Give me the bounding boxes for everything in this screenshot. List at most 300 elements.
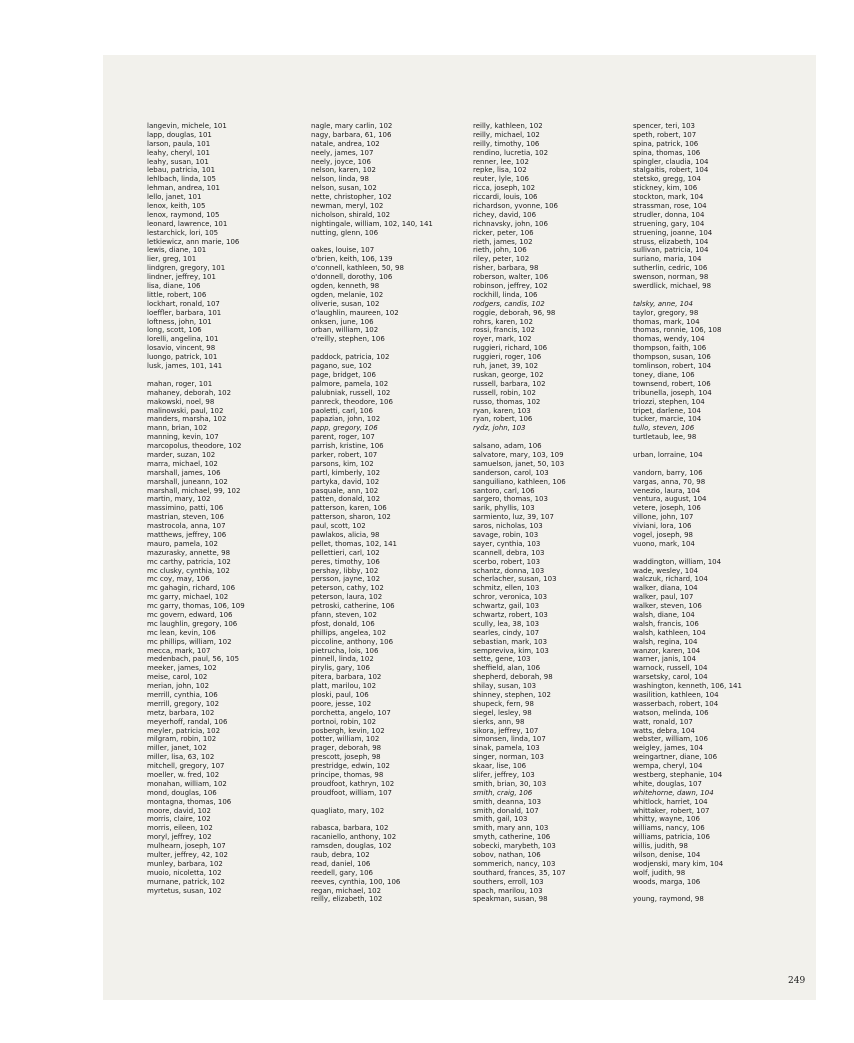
index-entry: morris, eileen, 102 bbox=[147, 824, 213, 833]
index-entry: sarmiento, luz, 39, 107 bbox=[473, 513, 554, 522]
index-entry: smith, mary ann, 103 bbox=[473, 824, 549, 833]
index-entry: smith, craig, 106 bbox=[473, 788, 533, 797]
index-entry: luongo, patrick, 101 bbox=[147, 353, 218, 362]
index-entry: southers, erroll, 103 bbox=[473, 877, 544, 886]
index-entry: orban, william, 102 bbox=[311, 326, 379, 335]
index-column-3 bbox=[473, 122, 566, 904]
index-entry: pfann, steven, 102 bbox=[311, 610, 377, 619]
index-entry: vogel, joseph, 98 bbox=[633, 530, 693, 539]
index-entry: lier, greg, 101 bbox=[147, 255, 197, 264]
index-entry: lehman, andrea, 101 bbox=[147, 184, 220, 193]
index-entry: young, raymond, 98 bbox=[633, 895, 704, 904]
letter-gap bbox=[311, 238, 433, 247]
index-entry: ventura, august, 104 bbox=[633, 495, 707, 504]
index-entry: rendino, lucretia, 102 bbox=[473, 148, 549, 157]
index-entry: newman, meryl, 102 bbox=[311, 202, 384, 211]
index-entry: nutting, glenn, 106 bbox=[311, 228, 379, 237]
index-entry: parsons, kim, 102 bbox=[311, 459, 374, 468]
index-entry: weingartner, diane, 106 bbox=[633, 753, 718, 762]
index-entry: onksen, june, 106 bbox=[311, 317, 374, 326]
index-entry: tomlinson, robert, 104 bbox=[633, 362, 712, 371]
index-entry: pagano, sue, 102 bbox=[311, 362, 372, 371]
index-entry: sarik, phyllis, 103 bbox=[473, 504, 535, 513]
index-entry: mulhearn, joseph, 107 bbox=[147, 842, 226, 851]
index-entry: nelson, linda, 98 bbox=[311, 175, 369, 184]
index-entry: warnock, russell, 104 bbox=[633, 664, 708, 673]
index-entry: schmitz, ellen, 103 bbox=[473, 584, 540, 593]
index-entry: lockhart, ronald, 107 bbox=[147, 299, 220, 308]
index-entry: mc laughlin, gregory, 106 bbox=[147, 619, 238, 628]
index-entry: sayer, cynthia, 103 bbox=[473, 539, 541, 548]
index-entry: vargas, anna, 70, 98 bbox=[633, 477, 706, 486]
index-entry: white, douglas, 107 bbox=[633, 779, 702, 788]
letter-gap bbox=[633, 460, 742, 469]
index-entry: lindgren, gregory, 101 bbox=[147, 264, 226, 273]
index-entry: walker, steven, 106 bbox=[633, 602, 702, 611]
index-entry: roggie, deborah, 96, 98 bbox=[473, 308, 556, 317]
index-entry: sikora, jeffrey, 107 bbox=[473, 726, 539, 735]
index-entry: sobecki, marybeth, 103 bbox=[473, 842, 556, 851]
index-entry: meyler, patricia, 102 bbox=[147, 726, 221, 735]
index-entry: sanderson, carol, 103 bbox=[473, 468, 549, 477]
index-entry: marshall, james, 106 bbox=[147, 468, 221, 477]
index-entry: persson, jayne, 102 bbox=[311, 575, 381, 584]
index-entry: willis, judith, 98 bbox=[633, 842, 688, 851]
index-entry: sommerich, nancy, 103 bbox=[473, 859, 556, 868]
index-entry: watts, debra, 104 bbox=[633, 726, 695, 735]
index-entry: pawlakos, alicia, 98 bbox=[311, 530, 380, 539]
index-entry: palmore, pamela, 102 bbox=[311, 379, 389, 388]
index-entry: taylor, gregory, 98 bbox=[633, 308, 699, 317]
index-entry: venezio, laura, 104 bbox=[633, 486, 701, 495]
index-entry: walsh, kathleen, 104 bbox=[633, 628, 706, 637]
index-entry: ploski, paul, 106 bbox=[311, 691, 369, 699]
index-entry: moeller, w. fred, 102 bbox=[147, 771, 220, 780]
index-entry: russo, thomas, 102 bbox=[473, 397, 541, 406]
index-entry: vandorn, barry, 106 bbox=[633, 468, 703, 477]
index-entry: sheffield, alan, 106 bbox=[473, 664, 541, 673]
index-entry: scannell, debra, 103 bbox=[473, 548, 545, 557]
letter-gap bbox=[147, 371, 245, 380]
index-entry: moryl, jeffrey, 102 bbox=[147, 833, 212, 842]
index-entry: posbergh, kevin, 102 bbox=[311, 726, 385, 735]
index-entry: oliverie, susan, 102 bbox=[311, 299, 380, 308]
index-entry: mc govern, edward, 106 bbox=[147, 610, 233, 619]
index-entry: ogden, melanie, 102 bbox=[311, 290, 384, 299]
index-entry: samuelson, janet, 50, 103 bbox=[473, 459, 565, 468]
index-entry: lebau, patricia, 101 bbox=[147, 166, 216, 175]
index-entry: marder, suzan, 102 bbox=[147, 450, 216, 459]
index-entry: lenox, raymond, 105 bbox=[147, 210, 220, 219]
index-entry: petroski, catherine, 106 bbox=[311, 602, 395, 611]
index-entry: lello, janet, 101 bbox=[147, 193, 202, 202]
index-entry: shilay, susan, 103 bbox=[473, 682, 537, 691]
index-entry: walczuk, richard, 104 bbox=[633, 575, 708, 584]
index-entry: munley, barbara, 102 bbox=[147, 859, 223, 868]
index-entry: saros, nicholas, 103 bbox=[473, 522, 543, 531]
index-entry: pellet, thomas, 102, 141 bbox=[311, 539, 397, 548]
index-entry: webster, william, 106 bbox=[633, 735, 708, 744]
index-entry: ruh, janet, 39, 102 bbox=[473, 362, 539, 371]
index-entry: merian, john, 102 bbox=[147, 682, 210, 691]
index-entry: spina, thomas, 106 bbox=[633, 148, 701, 157]
index-entry: tucker, marcie, 104 bbox=[633, 415, 702, 424]
letter-gap bbox=[633, 442, 742, 451]
index-entry: natale, andrea, 102 bbox=[311, 139, 380, 148]
index-entry: schwartz, gail, 103 bbox=[473, 602, 540, 611]
index-entry: pirylis, gary, 106 bbox=[311, 664, 370, 673]
index-entry: richnavsky, john, 106 bbox=[473, 219, 548, 228]
index-entry: santoro, carl, 106 bbox=[473, 486, 535, 495]
index-entry: miller, janet, 102 bbox=[147, 744, 207, 753]
index-entry: sullivan, patricia, 104 bbox=[633, 246, 709, 255]
index-entry: page, bridget, 106 bbox=[311, 370, 376, 379]
index-entry: multer, jeffrey, 42, 102 bbox=[147, 851, 228, 860]
index-entry: riley, peter, 102 bbox=[473, 255, 530, 264]
index-entry: reilly, timothy, 106 bbox=[473, 139, 540, 148]
index-entry: mecca, mark, 107 bbox=[147, 646, 211, 655]
index-entry: o'brien, keith, 106, 139 bbox=[311, 255, 393, 264]
index-entry: ryan, karen, 103 bbox=[473, 406, 531, 415]
index-entry: rockhill, linda, 106 bbox=[473, 290, 538, 299]
index-entry: vuono, mark, 104 bbox=[633, 539, 695, 548]
letter-gap bbox=[633, 549, 742, 558]
index-entry: poore, jesse, 102 bbox=[311, 699, 372, 708]
index-entry: wilson, denise, 104 bbox=[633, 851, 701, 860]
index-entry: reedell, gary, 106 bbox=[311, 868, 373, 877]
index-column-4 bbox=[633, 122, 742, 904]
index-column-2 bbox=[311, 122, 433, 904]
index-entry: meyerhoff, randal, 106 bbox=[147, 717, 228, 726]
index-entry: o'laughlin, maureen, 102 bbox=[311, 308, 399, 317]
index-entry: wade, wesley, 104 bbox=[633, 566, 699, 575]
index-entry: pietrucha, lois, 106 bbox=[311, 646, 379, 655]
index-entry: wasilition, kathleen, 104 bbox=[633, 691, 719, 699]
index-entry: regan, michael, 102 bbox=[311, 886, 382, 895]
index-entry: wempa, cheryl, 104 bbox=[633, 762, 703, 771]
index-entry: pfost, donald, 106 bbox=[311, 619, 375, 628]
index-entry: mauro, pamela, 102 bbox=[147, 539, 218, 548]
index-entry: pinnell, linda, 102 bbox=[311, 655, 374, 664]
index-entry: neely, joyce, 106 bbox=[311, 157, 371, 166]
index-entry: repke, lisa, 102 bbox=[473, 166, 527, 175]
index-entry: pershay, libby, 102 bbox=[311, 566, 379, 575]
index-entry: paoletti, carl, 106 bbox=[311, 406, 373, 415]
index-entry: russell, barbara, 102 bbox=[473, 379, 546, 388]
index-entry: ruggieri, roger, 106 bbox=[473, 353, 542, 362]
index-entry: nagy, barbara, 61, 106 bbox=[311, 130, 392, 139]
index-entry: papazian, john, 102 bbox=[311, 415, 381, 424]
index-entry: viviani, lora, 106 bbox=[633, 522, 692, 531]
index-entry: marcopolus, theodore, 102 bbox=[147, 442, 242, 451]
index-entry: nightingale, william, 102, 140, 141 bbox=[311, 219, 433, 228]
index-entry: royer, mark, 102 bbox=[473, 335, 532, 344]
index-entry: manning, kevin, 107 bbox=[147, 433, 219, 442]
index-entry: southard, frances, 35, 107 bbox=[473, 868, 566, 877]
index-entry: mc coy, may, 106 bbox=[147, 575, 210, 584]
index-entry: portnoi, robin, 102 bbox=[311, 717, 377, 726]
index-entry: stalgaitis, robert, 104 bbox=[633, 166, 709, 175]
index-entry: montagna, thomas, 106 bbox=[147, 797, 232, 806]
index-entry: mc garry, thomas, 106, 109 bbox=[147, 602, 245, 611]
index-entry: lorelli, angelina, 101 bbox=[147, 335, 219, 344]
index-entry: nagle, mary carlin, 102 bbox=[311, 122, 393, 130]
index-entry: letkiewicz, ann marie, 106 bbox=[147, 237, 240, 246]
index-entry: rieth, john, 106 bbox=[473, 246, 527, 255]
index-entry: mazurasky, annette, 98 bbox=[147, 548, 231, 557]
index-entry: warner, janis, 104 bbox=[633, 655, 696, 664]
index-entry: richey, david, 106 bbox=[473, 210, 537, 219]
index-entry: washington, kenneth, 106, 141 bbox=[633, 682, 742, 691]
letter-gap bbox=[633, 887, 742, 896]
index-entry: losavio, vincent, 98 bbox=[147, 344, 216, 353]
index-entry: loftness, john, 101 bbox=[147, 317, 212, 326]
index-entry: prager, deborah, 98 bbox=[311, 744, 382, 753]
index-entry: piccoline, anthony, 106 bbox=[311, 637, 394, 646]
index-entry: martin, mary, 102 bbox=[147, 495, 211, 504]
index-entry: parker, robert, 107 bbox=[311, 450, 378, 459]
index-entry: racaniello, anthony, 102 bbox=[311, 833, 397, 842]
index-entry: speakman, susan, 98 bbox=[473, 895, 548, 904]
index-entry: weigley, james, 104 bbox=[633, 744, 704, 753]
index-entry: meise, carol, 102 bbox=[147, 673, 208, 682]
index-entry: spingler, claudia, 104 bbox=[633, 157, 709, 166]
index-entry: malinowski, paul, 102 bbox=[147, 406, 224, 415]
index-entry: neely, james, 107 bbox=[311, 148, 374, 157]
index-entry: phillips, angelea, 102 bbox=[311, 628, 387, 637]
index-entry: waddington, william, 104 bbox=[633, 557, 722, 566]
index-entry: parent, roger, 107 bbox=[311, 433, 375, 442]
index-entry: nelson, susan, 102 bbox=[311, 184, 377, 193]
index-entry: morris, claire, 102 bbox=[147, 815, 211, 824]
index-entry: ogden, kenneth, 98 bbox=[311, 282, 380, 291]
index-entry: prestridge, edwin, 102 bbox=[311, 762, 390, 771]
index-entry: rabasca, barbara, 102 bbox=[311, 824, 389, 833]
index-entry: russell, robin, 102 bbox=[473, 388, 536, 397]
index-entry: merrill, gregory, 102 bbox=[147, 699, 220, 708]
index-entry: woods, marga, 106 bbox=[633, 877, 701, 886]
index-entry: patterson, sharon, 102 bbox=[311, 513, 391, 522]
index-entry: thompson, susan, 106 bbox=[633, 353, 711, 362]
index-entry: watt, ronald, 107 bbox=[633, 717, 693, 726]
index-entry: moore, david, 102 bbox=[147, 806, 211, 815]
index-entry: spach, marilou, 103 bbox=[473, 886, 543, 895]
index-entry: mahan, roger, 101 bbox=[147, 379, 213, 388]
index-entry: reilly, kathleen, 102 bbox=[473, 122, 543, 130]
index-entry: vetere, joseph, 106 bbox=[633, 504, 701, 513]
index-entry: suriano, maria, 104 bbox=[633, 255, 702, 264]
index-entry: loeffler, barbara, 101 bbox=[147, 308, 222, 317]
index-entry: ramsden, douglas, 102 bbox=[311, 842, 392, 851]
index-entry: siegel, lesley, 98 bbox=[473, 708, 532, 717]
index-column-1 bbox=[147, 122, 245, 895]
letter-gap bbox=[311, 344, 433, 353]
index-entry: manders, marsha, 102 bbox=[147, 415, 227, 424]
index-entry: little, robert, 106 bbox=[147, 290, 207, 299]
index-entry: parrish, kristine, 106 bbox=[311, 442, 384, 451]
index-entry: mastrocola, anna, 107 bbox=[147, 522, 226, 531]
index-entry: mc gahagin, richard, 106 bbox=[147, 584, 236, 593]
index-entry: thompson, faith, 106 bbox=[633, 344, 707, 353]
index-entry: mastrian, steven, 106 bbox=[147, 513, 224, 522]
index-entry: mc phillips, william, 102 bbox=[147, 637, 232, 646]
index-entry: robinson, jeffrey, 102 bbox=[473, 282, 548, 291]
index-entry: schantz, donna, 103 bbox=[473, 566, 545, 575]
index-entry: patterson, karen, 106 bbox=[311, 504, 387, 513]
index-entry: sobov, nathan, 106 bbox=[473, 851, 541, 860]
index-entry: renner, lee, 102 bbox=[473, 157, 529, 166]
index-entry: proudfoot, kathryn, 102 bbox=[311, 779, 395, 788]
index-entry: richardson, yvonne, 106 bbox=[473, 202, 558, 211]
index-entry: lehlbach, linda, 105 bbox=[147, 175, 216, 184]
index-entry: mitchell, gregory, 107 bbox=[147, 762, 225, 771]
index-entry: muoio, nicoletta, 102 bbox=[147, 868, 222, 877]
index-entry: makowski, noel, 98 bbox=[147, 397, 215, 406]
index-entry: whitehorne, dawn, 104 bbox=[633, 788, 714, 797]
index-entry: rodgers, candis, 102 bbox=[473, 299, 545, 308]
index-entry: read, daniel, 106 bbox=[311, 859, 371, 868]
index-entry: merrill, cynthia, 106 bbox=[147, 691, 218, 699]
index-entry: salsano, adam, 106 bbox=[473, 442, 542, 451]
index-entry: ryan, robert, 106 bbox=[473, 415, 533, 424]
index-entry: raub, debra, 102 bbox=[311, 851, 370, 860]
index-entry: o'donnell, dorothy, 106 bbox=[311, 273, 393, 282]
index-entry: walsh, francis, 106 bbox=[633, 619, 699, 628]
index-entry: o'connell, kathleen, 50, 98 bbox=[311, 264, 404, 273]
index-entry: patten, donald, 102 bbox=[311, 495, 381, 504]
index-entry: swerdlick, michael, 98 bbox=[633, 282, 712, 291]
index-entry: riccardi, louis, 106 bbox=[473, 193, 538, 202]
index-entry: smith, deanna, 103 bbox=[473, 797, 542, 806]
page-number: 249 bbox=[788, 976, 806, 986]
index-entry: reuter, lyle, 106 bbox=[473, 175, 529, 184]
index-entry: sebastian, mark, 103 bbox=[473, 637, 548, 646]
index-entry: leahy, susan, 101 bbox=[147, 157, 209, 166]
index-entry: lindner, jeffrey, 101 bbox=[147, 273, 216, 282]
index-entry: triozzi, stephen, 104 bbox=[633, 397, 705, 406]
index-entry: prescott, joseph, 98 bbox=[311, 753, 381, 762]
index-entry: lapp, douglas, 101 bbox=[147, 130, 212, 139]
index-entry: whitlock, harriet, 104 bbox=[633, 797, 708, 806]
index-entry: ruggieri, richard, 106 bbox=[473, 344, 548, 353]
index-entry: wodjenski, mary kim, 104 bbox=[633, 859, 724, 868]
index-entry: partyka, david, 102 bbox=[311, 477, 380, 486]
index-entry: walker, paul, 107 bbox=[633, 593, 694, 602]
index-entry: westberg, stephanie, 104 bbox=[633, 771, 723, 780]
index-entry: talsky, anne, 104 bbox=[633, 299, 694, 308]
index-entry: potter, william, 102 bbox=[311, 735, 380, 744]
index-entry: whittaker, robert, 107 bbox=[633, 806, 710, 815]
index-entry: villone, john, 107 bbox=[633, 513, 694, 522]
index-entry: murnane, patrick, 102 bbox=[147, 877, 225, 886]
index-entry: smith, gail, 103 bbox=[473, 815, 528, 824]
index-entry: principe, thomas, 98 bbox=[311, 771, 384, 780]
index-entry: peres, timothy, 106 bbox=[311, 557, 380, 566]
yearbook-index-page bbox=[103, 55, 816, 1000]
index-entry: spina, patrick, 106 bbox=[633, 139, 699, 148]
index-entry: oakes, louise, 107 bbox=[311, 246, 375, 255]
index-entry: shepherd, deborah, 98 bbox=[473, 673, 553, 682]
index-entry: larson, paula, 101 bbox=[147, 139, 211, 148]
letter-gap bbox=[633, 291, 742, 300]
index-entry: thomas, mark, 104 bbox=[633, 317, 700, 326]
index-entry: schror, veronica, 103 bbox=[473, 593, 548, 602]
index-entry: walker, diana, 104 bbox=[633, 584, 698, 593]
index-entry: lisa, diane, 106 bbox=[147, 282, 201, 291]
index-entry: marshall, michael, 99, 102 bbox=[147, 486, 241, 495]
index-entry: nicholson, shirald, 102 bbox=[311, 210, 391, 219]
index-entry: stickney, kim, 106 bbox=[633, 184, 698, 193]
index-entry: shupeck, fern, 98 bbox=[473, 699, 534, 708]
index-entry: savage, robin, 103 bbox=[473, 530, 539, 539]
index-entry: partl, kimberly, 102 bbox=[311, 468, 381, 477]
index-entry: quagliato, mary, 102 bbox=[311, 806, 385, 815]
index-entry: struening, gary, 104 bbox=[633, 219, 705, 228]
index-entry: peterson, cathy, 102 bbox=[311, 584, 384, 593]
index-entry: smith, donald, 107 bbox=[473, 806, 539, 815]
index-entry: milgram, robin, 102 bbox=[147, 735, 217, 744]
index-entry: rieth, james, 102 bbox=[473, 237, 533, 246]
index-entry: papp, gregory, 106 bbox=[311, 424, 378, 433]
index-entry: nette, christopher, 102 bbox=[311, 193, 392, 202]
index-entry: nelson, karen, 102 bbox=[311, 166, 377, 175]
index-entry: o'reilly, stephen, 106 bbox=[311, 335, 385, 344]
letter-gap bbox=[311, 798, 433, 807]
index-entry: thomas, wendy, 104 bbox=[633, 335, 705, 344]
index-entry: ricker, peter, 106 bbox=[473, 228, 534, 237]
index-entry: langevin, michele, 101 bbox=[147, 122, 227, 130]
index-entry: palubniak, russell, 102 bbox=[311, 388, 391, 397]
index-entry: lusk, james, 101, 141 bbox=[147, 362, 223, 371]
index-entry: paddock, patricia, 102 bbox=[311, 353, 390, 362]
index-entry: turtletaub, lee, 98 bbox=[633, 433, 697, 442]
index-entry: platt, marilou, 102 bbox=[311, 682, 377, 691]
index-entry: scully, lea, 38, 103 bbox=[473, 619, 540, 628]
index-entry: walsh, diane, 104 bbox=[633, 610, 695, 619]
index-entry: struening, joanne, 104 bbox=[633, 228, 713, 237]
index-entry: struss, elizabeth, 104 bbox=[633, 237, 709, 246]
index-entry: skaar, lise, 106 bbox=[473, 762, 527, 771]
index-entry: paul, scott, 102 bbox=[311, 522, 366, 531]
index-entry: schwartz, robert, 103 bbox=[473, 610, 548, 619]
index-entry: singer, norman, 103 bbox=[473, 753, 544, 762]
index-entry: smyth, catherine, 106 bbox=[473, 833, 551, 842]
index-entry: lenox, keith, 105 bbox=[147, 202, 206, 211]
index-entry: lewis, diane, 101 bbox=[147, 246, 207, 255]
letter-gap bbox=[473, 433, 566, 442]
index-entry: tribunella, joseph, 104 bbox=[633, 388, 712, 397]
index-entry: toney, diane, 106 bbox=[633, 370, 695, 379]
index-entry: sette, gene, 103 bbox=[473, 655, 531, 664]
index-entry: sempreviva, kim, 103 bbox=[473, 646, 549, 655]
index-entry: townsend, robert, 106 bbox=[633, 379, 711, 388]
index-entry: watson, melinda, 106 bbox=[633, 708, 709, 717]
index-entry: urban, lorraine, 104 bbox=[633, 450, 703, 459]
index-entry: mc garry, michael, 102 bbox=[147, 593, 229, 602]
index-entry: leonard, lawrence, 101 bbox=[147, 219, 228, 228]
index-entry: scerbo, robert, 103 bbox=[473, 557, 541, 566]
index-entry: mc lean, kevin, 106 bbox=[147, 628, 216, 637]
index-entry: sinak, pamela, 103 bbox=[473, 744, 540, 753]
index-entry: searles, cindy, 107 bbox=[473, 628, 540, 637]
index-entry: shinney, stephen, 102 bbox=[473, 691, 551, 699]
index-entry: williams, patricia, 106 bbox=[633, 833, 710, 842]
index-entry: sutherlin, cedric, 106 bbox=[633, 264, 708, 273]
index-entry: miller, lisa, 63, 102 bbox=[147, 753, 215, 762]
index-entry: panreck, theodore, 106 bbox=[311, 397, 393, 406]
index-entry: metz, barbara, 102 bbox=[147, 708, 215, 717]
index-entry: wasserbach, robert, 104 bbox=[633, 699, 719, 708]
